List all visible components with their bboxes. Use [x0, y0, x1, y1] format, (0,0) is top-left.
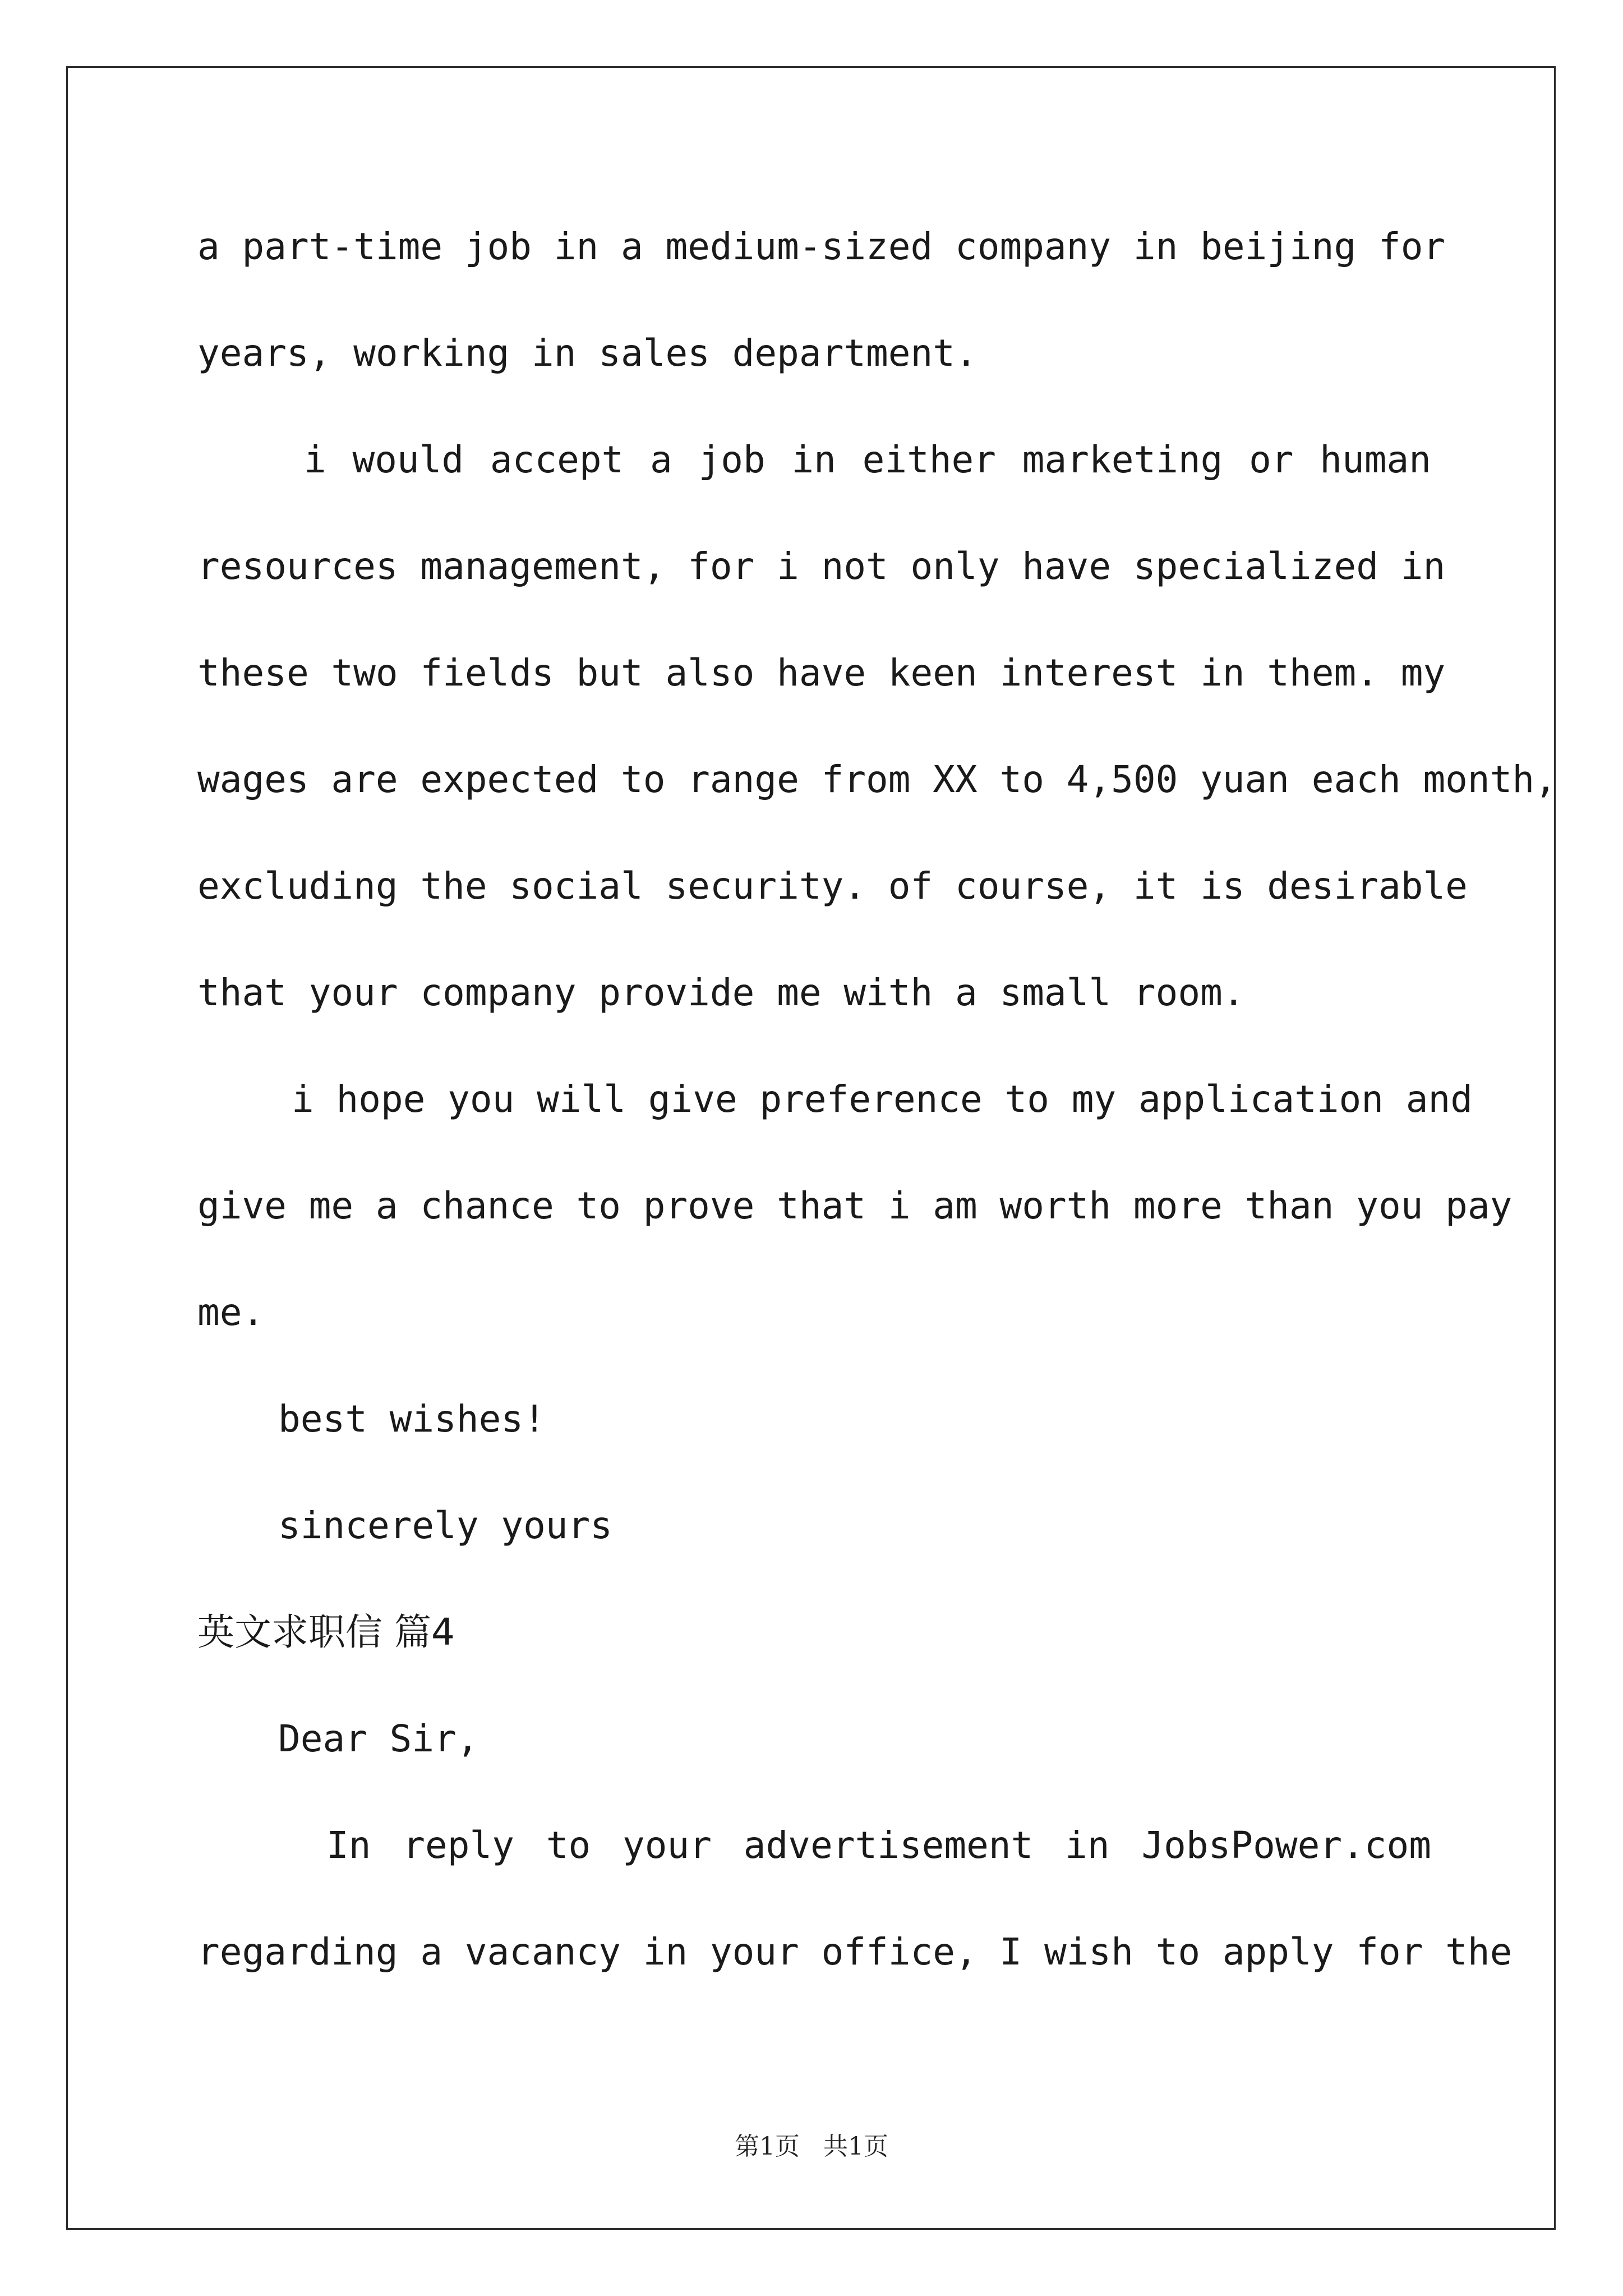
- paragraph-start-line: i hope you will give preference to my application and: [292, 1078, 1473, 1121]
- body-line: years, working in sales department.: [197, 332, 978, 375]
- body-line: these two fields but also have keen interest in them. my: [197, 651, 1446, 694]
- signature-line: sincerely yours: [278, 1504, 613, 1547]
- body-line: a part-time job in a medium-sized company in beijing for: [197, 225, 1446, 268]
- paragraph-start-line: In reply to your advertisement in JobsPower.com: [326, 1824, 1431, 1867]
- paragraph-start-line: i would accept a job in either marketing or human: [304, 438, 1431, 481]
- body-line: excluding the social security. of course, it is desirable: [197, 864, 1468, 908]
- body-line: regarding a vacancy in your office, I wish to apply for the: [197, 1930, 1513, 1973]
- body-line: give me a chance to prove that i am worth more than you pay: [197, 1184, 1513, 1227]
- section-heading: 英文求职信 篇4: [197, 1611, 455, 1654]
- salutation-line: Dear Sir,: [278, 1717, 479, 1760]
- closing-line: best wishes!: [278, 1397, 546, 1441]
- body-line: that your company provide me with a small room.: [197, 971, 1245, 1014]
- body-line: me.: [197, 1291, 265, 1334]
- page-border: [66, 66, 1556, 2230]
- page-footer: 第1页 共1页: [735, 2132, 888, 2161]
- body-line: wages are expected to range from XX to 4,500 yuan each month,: [197, 758, 1557, 801]
- body-line: resources management, for i not only have specialized in: [197, 545, 1446, 588]
